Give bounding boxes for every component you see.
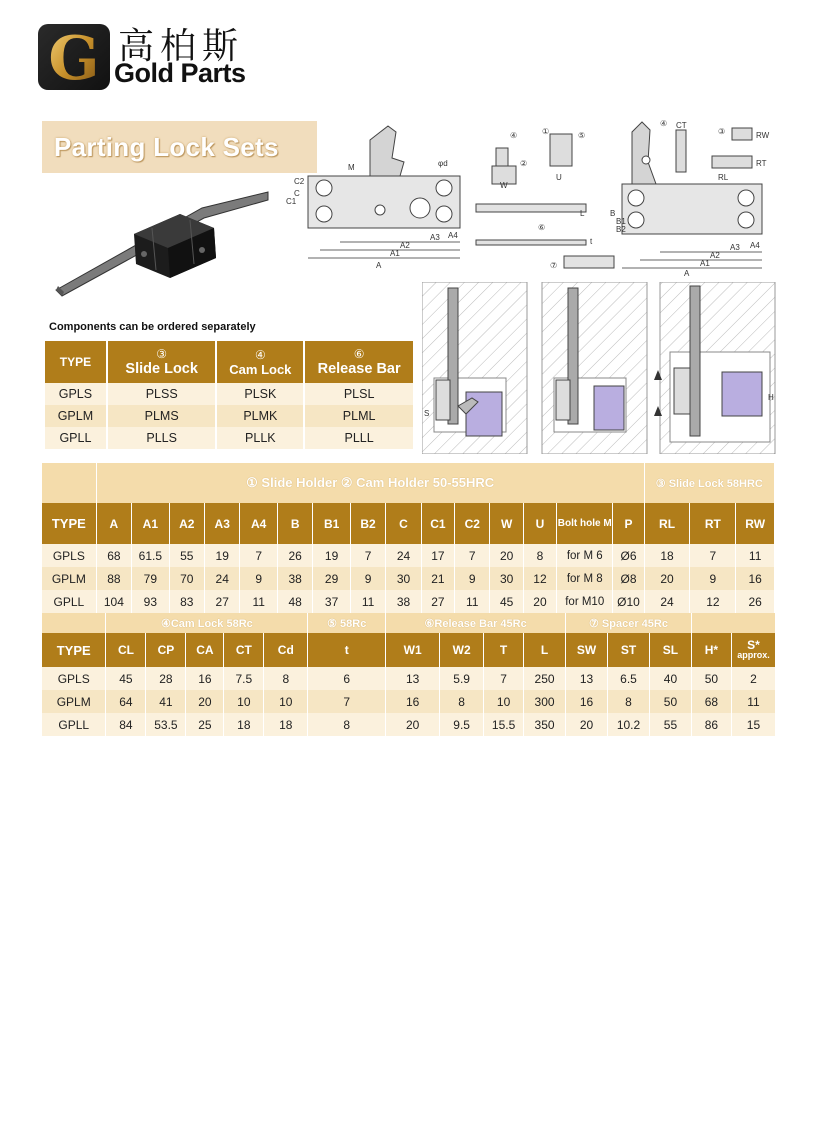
section-illustrations (422, 282, 777, 454)
label-m: M (348, 163, 355, 172)
cell: GPLL (42, 713, 106, 736)
cell: 16 (186, 667, 224, 690)
cell: 12 (690, 590, 736, 613)
cell: 27 (205, 590, 240, 613)
cell: 16 (736, 567, 775, 590)
group-header-part5: ⑤ 58Rc (308, 613, 386, 633)
cell: 61.5 (132, 544, 170, 567)
label-rt: RT (756, 159, 767, 168)
col-header: Bolt hole M (557, 503, 613, 544)
col-header: C1 (421, 503, 454, 544)
cell: 29 (313, 567, 351, 590)
cell: 64 (106, 690, 146, 713)
cell: PLLK (216, 427, 304, 449)
cell: 26 (277, 544, 312, 567)
page-title: Parting Lock Sets (54, 132, 279, 162)
cell: PLMK (216, 405, 304, 427)
col-header: CP (146, 633, 186, 667)
col-header: H* (691, 633, 731, 667)
cell: 9.5 (440, 713, 484, 736)
cell: GPLL (45, 427, 107, 449)
label-n1: ① (542, 127, 550, 136)
label-b1: B1 (616, 217, 626, 226)
cell: 15.5 (484, 713, 524, 736)
table-row (42, 590, 775, 613)
cell: 10 (224, 690, 264, 713)
components-table (45, 341, 415, 449)
cell: 70 (169, 567, 204, 590)
table-row (42, 713, 776, 736)
table-row (42, 544, 775, 567)
group-header-holders: ① Slide Holder ② Cam Holder 50-55HRC (96, 463, 644, 503)
col-header: CA (186, 633, 224, 667)
header-slide-lock: ③ Slide Lock (107, 341, 217, 383)
col-header: RL (644, 503, 690, 544)
cell: 30 (386, 567, 421, 590)
group-header-cam-lock: ④Cam Lock 58Rc (106, 613, 308, 633)
cell: 21 (421, 567, 454, 590)
col-header: L (524, 633, 566, 667)
col-header: W2 (440, 633, 484, 667)
cell: 15 (731, 713, 775, 736)
cell: 79 (132, 567, 170, 590)
col-header: t (308, 633, 386, 667)
cell: 8 (523, 544, 556, 567)
cell: 38 (386, 590, 421, 613)
cell: 83 (169, 590, 204, 613)
cell: 26 (736, 590, 775, 613)
cell: 7.5 (224, 667, 264, 690)
cell: 12 (523, 567, 556, 590)
cell: 350 (524, 713, 566, 736)
cell: 20 (644, 567, 690, 590)
cell: 16 (386, 690, 440, 713)
cell: PLLS (107, 427, 217, 449)
col-header: C2 (455, 503, 490, 544)
table-row (45, 427, 414, 449)
cell: GPLS (45, 383, 107, 405)
col-header: SW (566, 633, 608, 667)
col-header: A2 (169, 503, 204, 544)
label-a-right: A (684, 269, 690, 278)
section-view-1 (422, 282, 527, 454)
logo-g-icon (38, 24, 110, 90)
label-w: W (500, 181, 508, 190)
label-n7: ⑦ (550, 261, 558, 270)
col-header: RT (690, 503, 736, 544)
cell: PLMS (107, 405, 217, 427)
label-h: H (768, 393, 774, 402)
cell: 6.5 (608, 667, 650, 690)
cell: 18 (224, 713, 264, 736)
group-header-blank (691, 613, 775, 633)
cell: 11 (240, 590, 278, 613)
cell: for M 8 (557, 567, 613, 590)
cell: 300 (524, 690, 566, 713)
table-row (45, 405, 414, 427)
cell: PLLL (304, 427, 414, 449)
table-row (42, 667, 776, 690)
group-header-release-bar: ⑥Release Bar 45Rc (386, 613, 566, 633)
logo-chinese-name: 高柏斯 (118, 26, 245, 67)
col-header: A (96, 503, 131, 544)
cell: PLSL (304, 383, 414, 405)
col-header: A3 (205, 503, 240, 544)
label-n4-right: ④ (660, 119, 668, 128)
cell: 11 (455, 590, 490, 613)
col-header: TYPE (42, 633, 106, 667)
cell: GPLS (42, 667, 106, 690)
cell: 20 (566, 713, 608, 736)
cell: 7 (690, 544, 736, 567)
col-header-s: S* approx. (731, 633, 775, 667)
group-header-spacer-part: ⑦ Spacer 45Rc (566, 613, 692, 633)
label-c: C (294, 189, 300, 198)
cell: 84 (106, 713, 146, 736)
col-header: CT (224, 633, 264, 667)
col-header: U (523, 503, 556, 544)
cell: 7 (308, 690, 386, 713)
title-banner (42, 121, 317, 173)
cell: GPLL (42, 590, 96, 613)
cell: Ø6 (613, 544, 644, 567)
label-a1-right: A1 (700, 259, 710, 268)
label-b2: B2 (616, 225, 626, 234)
group-header-row (42, 613, 776, 633)
col-header: CL (106, 633, 146, 667)
label-c2: C2 (294, 177, 305, 186)
logo-english-name: Gold Parts (114, 58, 246, 88)
col-header: T (484, 633, 524, 667)
table-row (42, 567, 775, 590)
label-t: t (590, 237, 593, 246)
label-phi-d: φd (438, 159, 448, 168)
label-c1: C1 (286, 197, 297, 206)
cell: GPLM (42, 690, 106, 713)
cell: 5.9 (440, 667, 484, 690)
dimension-table-2-header (42, 633, 776, 667)
cell: 13 (566, 667, 608, 690)
table-row (42, 690, 776, 713)
cell: GPLS (42, 544, 96, 567)
cell: PLML (304, 405, 414, 427)
cell: 11 (350, 590, 385, 613)
header-release-bar: ⑥ Release Bar (304, 341, 414, 383)
cell: 250 (524, 667, 566, 690)
label-a4-right: A4 (750, 241, 760, 250)
section-view-3 (654, 282, 775, 454)
table-row (45, 383, 414, 405)
cell: 24 (644, 590, 690, 613)
cell: 8 (308, 713, 386, 736)
group-header-row (42, 463, 775, 503)
header-cam-lock: ④ Cam Lock (216, 341, 304, 383)
col-header: W1 (386, 633, 440, 667)
label-n4-mid: ④ (510, 131, 518, 140)
cell: 45 (490, 590, 523, 613)
cell: 68 (691, 690, 731, 713)
col-header: RW (736, 503, 775, 544)
col-header: B2 (350, 503, 385, 544)
col-header: Cd (264, 633, 308, 667)
cell: 8 (608, 690, 650, 713)
cell: 17 (421, 544, 454, 567)
cell: 10 (484, 690, 524, 713)
col-header: W (490, 503, 523, 544)
cell: 10 (264, 690, 308, 713)
cell: 20 (186, 690, 224, 713)
label-n5: ⑤ (578, 131, 586, 140)
cell: 8 (440, 690, 484, 713)
cell: 19 (205, 544, 240, 567)
cell: 9 (690, 567, 736, 590)
label-n6: ⑥ (538, 223, 546, 232)
cell: 24 (386, 544, 421, 567)
cell: 68 (96, 544, 131, 567)
cell: 24 (205, 567, 240, 590)
cell: 25 (186, 713, 224, 736)
cell: 41 (146, 690, 186, 713)
cell: 93 (132, 590, 170, 613)
cell: 2 (731, 667, 775, 690)
cell: 48 (277, 590, 312, 613)
cell: for M10 (557, 590, 613, 613)
col-header: TYPE (42, 503, 96, 544)
cell: 9 (240, 567, 278, 590)
cell: 18 (264, 713, 308, 736)
dimension-table-1 (42, 463, 775, 613)
col-header: B1 (313, 503, 351, 544)
cell: Ø10 (613, 590, 644, 613)
label-a2: A2 (400, 241, 410, 250)
col-header: ST (608, 633, 650, 667)
cell: 88 (96, 567, 131, 590)
cell: GPLM (45, 405, 107, 427)
group-header-spacer (42, 463, 96, 503)
components-table-header (45, 341, 414, 383)
label-n2: ② (520, 159, 528, 168)
cell: 55 (649, 713, 691, 736)
technical-drawing (280, 118, 780, 278)
components-note: Components can be ordered separately (49, 321, 256, 333)
label-s: S (424, 409, 430, 418)
label-a3: A3 (430, 233, 440, 242)
dimension-table-2 (42, 613, 776, 736)
group-header-slide-lock: ③ Slide Lock 58HRC (644, 463, 774, 503)
cell: 27 (421, 590, 454, 613)
cell: 20 (490, 544, 523, 567)
cell: 16 (566, 690, 608, 713)
cell: 30 (490, 567, 523, 590)
cell: 10.2 (608, 713, 650, 736)
dimension-table-1-header (42, 503, 775, 544)
cell: 19 (313, 544, 351, 567)
cell: 11 (736, 544, 775, 567)
label-a2-right: A2 (710, 251, 720, 260)
cell: 7 (484, 667, 524, 690)
label-a1: A1 (390, 249, 400, 258)
logo-mark (38, 24, 110, 90)
label-l: L (580, 209, 585, 218)
col-header: A1 (132, 503, 170, 544)
cell: 20 (386, 713, 440, 736)
group-header-spacer (42, 613, 106, 633)
label-u: U (556, 173, 562, 182)
cell: 55 (169, 544, 204, 567)
section-view-2 (542, 282, 647, 454)
cell: 104 (96, 590, 131, 613)
cell: GPLM (42, 567, 96, 590)
cell: 20 (523, 590, 556, 613)
cell: 8 (264, 667, 308, 690)
cell: 50 (691, 667, 731, 690)
cell: 11 (731, 690, 775, 713)
cell: 6 (308, 667, 386, 690)
header-type: TYPE (45, 341, 107, 383)
col-header: C (386, 503, 421, 544)
cell: 86 (691, 713, 731, 736)
cell: 53.5 (146, 713, 186, 736)
cell: 40 (649, 667, 691, 690)
cell: 9 (455, 567, 490, 590)
cell: 9 (350, 567, 385, 590)
logo-letter: G (48, 24, 100, 90)
cell: 7 (455, 544, 490, 567)
cell: 50 (649, 690, 691, 713)
label-ct: CT (676, 121, 687, 130)
col-header: A4 (240, 503, 278, 544)
cell: PLSK (216, 383, 304, 405)
cell: 18 (644, 544, 690, 567)
cell: Ø8 (613, 567, 644, 590)
col-header: B (277, 503, 312, 544)
label-a: A (376, 261, 382, 270)
cell: for M 6 (557, 544, 613, 567)
col-header: P (613, 503, 644, 544)
cell: 13 (386, 667, 440, 690)
label-rw: RW (756, 131, 770, 140)
label-a3-right: A3 (730, 243, 740, 252)
col-header: SL (649, 633, 691, 667)
cell: 28 (146, 667, 186, 690)
cell: 45 (106, 667, 146, 690)
product-image (52, 188, 274, 298)
cell: 7 (350, 544, 385, 567)
label-b: B (610, 209, 616, 218)
cell: 37 (313, 590, 351, 613)
label-n3: ③ (718, 127, 726, 136)
cell: 38 (277, 567, 312, 590)
label-a4: A4 (448, 231, 458, 240)
label-rl: RL (718, 173, 729, 182)
cell: PLSS (107, 383, 217, 405)
cell: 7 (240, 544, 278, 567)
